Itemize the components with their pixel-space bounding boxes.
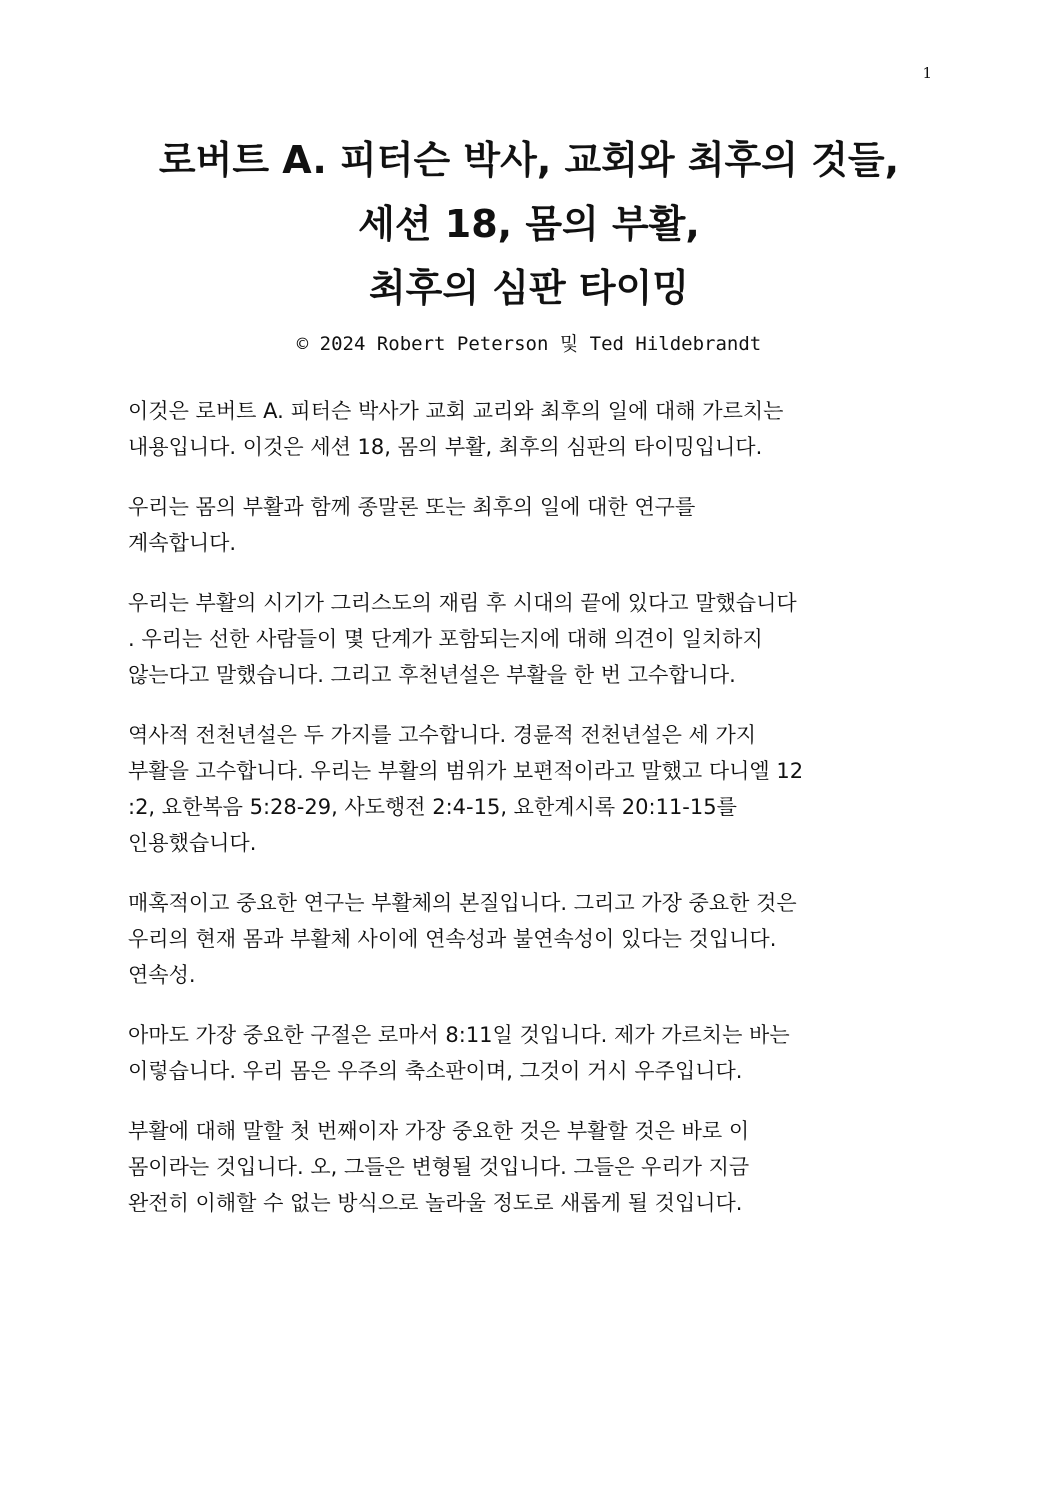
text-line: 연속성. <box>128 963 196 987</box>
paragraph <box>128 489 930 561</box>
text-line: 이것은 로버트 A. 피터슨 박사가 교회 교리와 최후의 일에 대해 가르치는 <box>128 399 784 423</box>
text-line: 우리의 현재 몸과 부활체 사이에 연속성과 불연속성이 있다는 것입니다. <box>128 927 777 951</box>
page-number: 1 <box>922 64 932 82</box>
text-line: 않는다고 말했습니다. 그리고 후천년설은 부활을 한 번 고수합니다. <box>128 663 736 687</box>
text-line: . 우리는 선한 사람들이 몇 단계가 포함되는지에 대해 의견이 일치하지 <box>128 627 763 651</box>
document-title <box>0 128 1058 320</box>
text-line: 우리는 부활의 시기가 그리스도의 재림 후 시대의 끝에 있다고 말했습니다 <box>128 591 797 615</box>
paragraph <box>128 1017 930 1089</box>
text-line: 매혹적이고 중요한 연구는 부활체의 본질입니다. 그리고 가장 중요한 것은 <box>128 891 797 915</box>
text-line: 우리는 몸의 부활과 함께 종말론 또는 최후의 일에 대한 연구를 <box>128 495 696 519</box>
text-line: :2, 요한복음 5:28-29, 사도행전 2:4-15, 요한계시록 20:11-15를 <box>128 795 737 819</box>
paragraph <box>128 717 930 861</box>
text-line: 내용입니다. 이것은 세션 18, 몸의 부활, 최후의 심판의 타이밍입니다. <box>128 435 763 459</box>
paragraph <box>128 885 930 993</box>
text-line: 완전히 이해할 수 없는 방식으로 놀라울 정도로 새롭게 될 것입니다. <box>128 1191 743 1215</box>
text-line: 인용했습니다. <box>128 831 257 855</box>
text-line: 부활에 대해 말할 첫 번째이자 가장 중요한 것은 부활할 것은 바로 이 <box>128 1119 750 1143</box>
text-line: 부활을 고수합니다. 우리는 부활의 범위가 보편적이라고 말했고 다니엘 12 <box>128 759 804 783</box>
paragraph <box>128 393 930 465</box>
text-line: 아마도 가장 중요한 구절은 로마서 8:11일 것입니다. 제가 가르치는 바는 <box>128 1023 790 1047</box>
text-line: 역사적 전천년설은 두 가지를 고수합니다. 경륜적 전천년설은 세 가지 <box>128 723 757 747</box>
copyright-notice: © 2024 Robert Peterson 및 Ted Hildebrandt <box>296 333 762 355</box>
title-line: 최후의 심판 타이밍 <box>368 266 690 310</box>
title-line: 세션 18, 몸의 부활, <box>358 202 700 246</box>
paragraph <box>128 585 930 693</box>
text-line: 계속합니다. <box>128 531 237 555</box>
title-line: 로버트 A. 피터슨 박사, 교회와 최후의 것들, <box>158 138 900 182</box>
text-line: 이렇습니다. 우리 몸은 우주의 축소판이며, 그것이 거시 우주입니다. <box>128 1059 743 1083</box>
text-line: 몸이라는 것입니다. 오, 그들은 변형될 것입니다. 그들은 우리가 지금 <box>128 1155 750 1179</box>
paragraph <box>128 1113 930 1221</box>
document-body <box>128 393 930 1245</box>
